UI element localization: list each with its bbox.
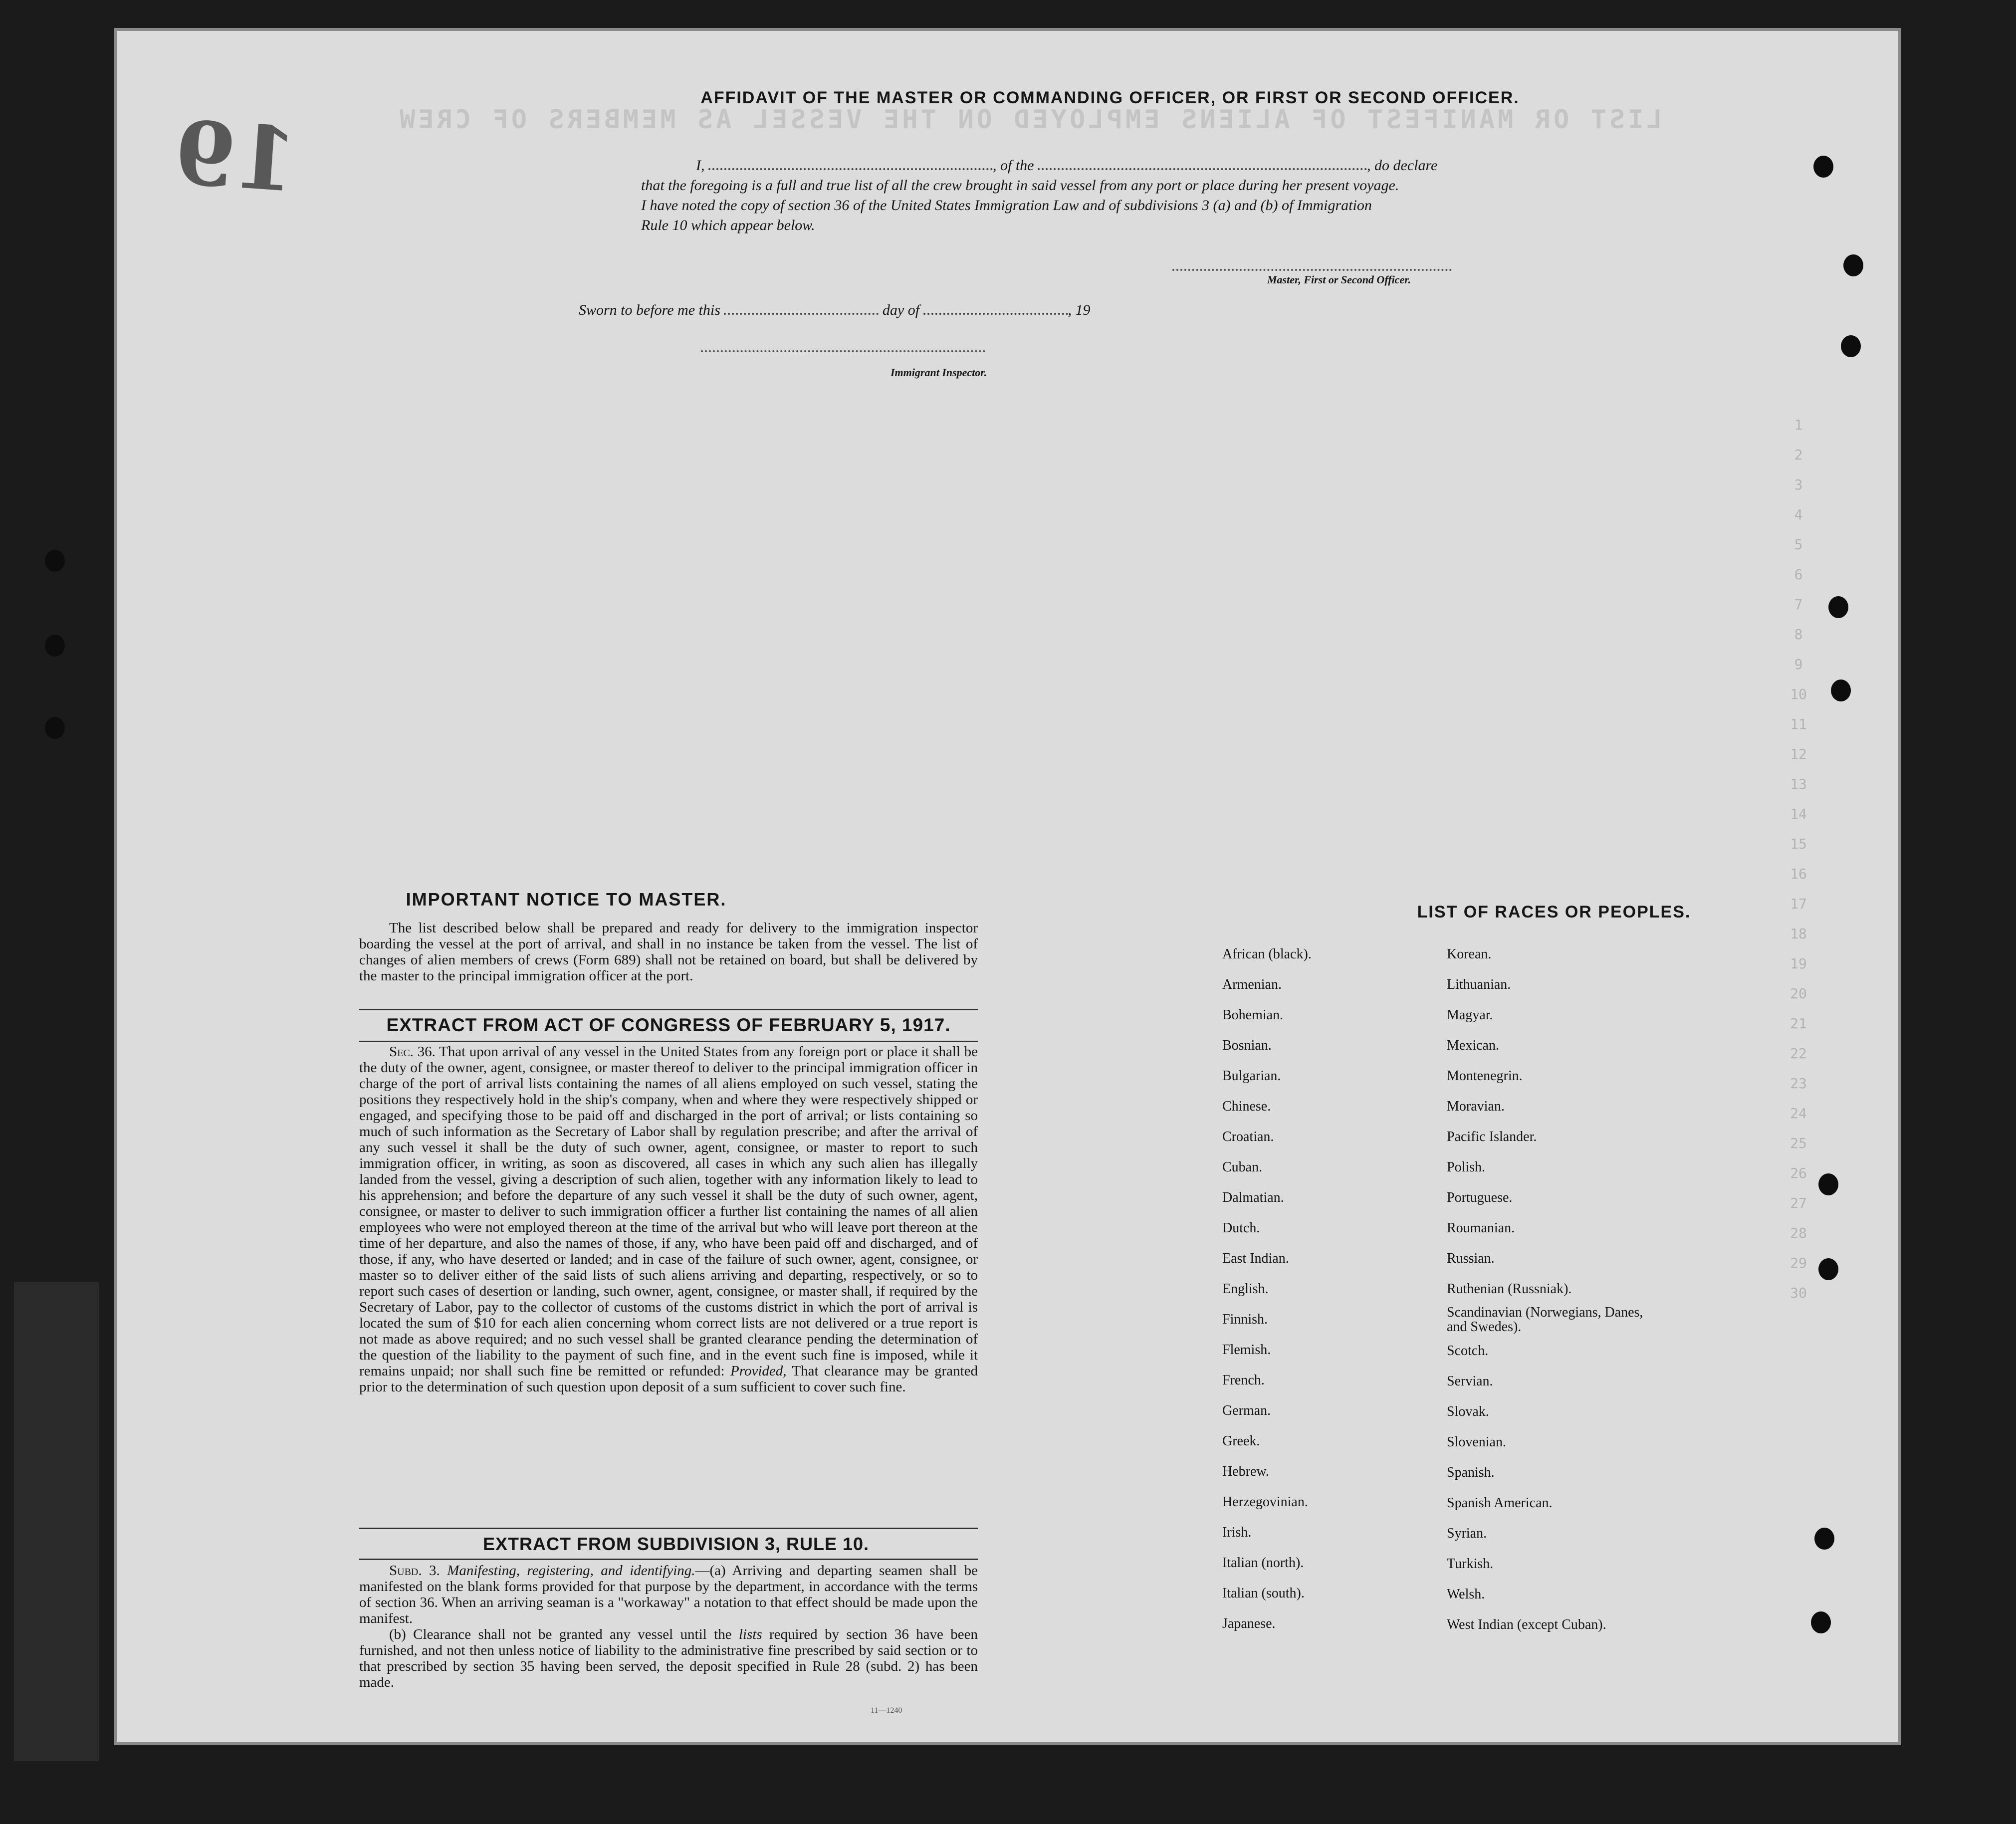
bleed-through-row-number: 8: [1794, 626, 1803, 643]
filing-hole: [1814, 1528, 1834, 1550]
race-item: Welsh.: [1447, 1587, 1485, 1602]
act-text: That upon arrival of any vessel in the United States from any foreign port or place it shall be the duty of the owner, agent, consignee, or master thereof to deliver to the principal immigration officer in charge of the port of arrival lists containing the names of all aliens employed on such vessel, stating the positions they respectively hold in the ship's company, when and where they were respectively shipped or engaged, and specifying those to be paid off and discharged in the port of arrival; or lists containing so much of such information as the Secretary of Labor shall by regulation prescribe; and after the arrival of any such vessel it shall be the duty of such owner, agent, consignee, or master to report to such immigration officer, in writing, as soon as discovered, all cases in which any such alien has illegally landed from the vessel, giving a description of such alien, together with any information likely to lead to his apprehension; and before the departure of any such vessel it shall be the duty of such owner, agent, consignee, or master to deliver to such immigration officer a further list containing the names of all alien employees who were not employed thereon at the time of the arrival but who will leave port thereon at the time of her departure, and also the names of those, if any, who have been paid off and discharged, and of those, if any, who have deserted or landed; and in case of the failure of such owner, agent, consignee, or master so to deliver either of the said lists of such aliens arriving and departing, respectively, or so to report such cases of desertion or landing, such owner, agent, consignee, or master shall, if required by the Secretary of Labor, pay to the collector of customs of the customs district in which the port of arrival is located the sum of $10 for each alien concerning whom correct lists are not delivered or a true report is not made as above required; and no such vessel shall be granted clearance pending the determination of the question of the liability to the payment of such fine, and in the event such fine is imposed, while it remains unpaid; nor shall such fine be remitted or refunded:: [359, 1044, 978, 1379]
bleed-through-row-number: 23: [1790, 1075, 1807, 1092]
race-item: Bohemian.: [1222, 1007, 1284, 1023]
sworn-month-label: day of: [882, 302, 920, 318]
race-item: Turkish.: [1447, 1556, 1494, 1572]
sworn-month-field[interactable]: [923, 311, 1068, 315]
race-item: German.: [1222, 1403, 1271, 1418]
bleed-through-row-number: 5: [1794, 536, 1803, 553]
race-item: Spanish.: [1447, 1465, 1495, 1480]
race-item: Greek.: [1222, 1433, 1260, 1449]
sworn-day-field[interactable]: [724, 311, 879, 315]
bleed-through-row-number: 19: [1790, 955, 1807, 972]
race-item: French.: [1222, 1372, 1265, 1388]
vessel-label: , of the: [993, 157, 1034, 174]
inspector-signature-label: Immigrant Inspector.: [891, 366, 987, 379]
sworn-year-label: , 19: [1068, 302, 1091, 318]
race-item: Bosnian.: [1222, 1038, 1272, 1053]
sworn-label: Sworn to before me this: [579, 302, 720, 318]
bleed-through-row-number: 21: [1790, 1015, 1807, 1032]
manifest-sheet: [117, 31, 1898, 1742]
declarant-label: I,: [696, 157, 705, 174]
race-item: Armenian.: [1222, 977, 1282, 992]
declaration-line-2: that the foregoing is a full and true list of all the crew brought in said vessel from any port or place during her present voyage.: [641, 177, 1399, 194]
bleed-through-row-number: 14: [1790, 806, 1807, 822]
divider-3: [359, 1528, 978, 1529]
race-item: Scandinavian (Norwegians, Danes, and Swedes).: [1447, 1305, 1643, 1335]
race-item: Spanish American.: [1447, 1495, 1553, 1511]
officer-signature-label: Master, First or Second Officer.: [1267, 273, 1411, 286]
bleed-through-row-number: 6: [1794, 566, 1803, 583]
bleed-through-row-number: 17: [1790, 896, 1807, 912]
vessel-name-field[interactable]: [1038, 166, 1367, 170]
filing-hole: [1811, 1611, 1831, 1633]
race-item: Lithuanian.: [1447, 977, 1511, 992]
race-item: Magyar.: [1447, 1007, 1493, 1023]
race-item: Moravian.: [1447, 1099, 1505, 1114]
race-item: Servian.: [1447, 1373, 1493, 1389]
declaration-line-4: Rule 10 which appear below.: [641, 217, 815, 233]
divider-1: [359, 1009, 978, 1010]
race-item: Bulgarian.: [1222, 1068, 1281, 1084]
declaration-line-1: [526, 156, 1664, 176]
races-title: LIST OF RACES OR PEOPLES.: [1417, 903, 1691, 921]
binding-shadow: [14, 1282, 99, 1761]
filing-hole: [45, 550, 65, 572]
bleed-through-row-number: 12: [1790, 746, 1807, 762]
race-item: Roumanian.: [1447, 1220, 1515, 1236]
race-item: English.: [1222, 1281, 1269, 1297]
form-number: 11—1240: [871, 1706, 902, 1715]
sworn-line: [579, 302, 1091, 319]
filing-hole: [1843, 254, 1863, 276]
race-item: Herzegovinian.: [1222, 1494, 1308, 1510]
officer-signature-line[interactable]: [1172, 269, 1452, 271]
act-proviso-text: That clearance may be granted prior to the determination of such question upon deposit of a sum sufficient to cover such fine.: [359, 1363, 978, 1395]
bleed-through-row-number: 13: [1790, 776, 1807, 792]
race-item: Japanese.: [1222, 1616, 1276, 1631]
race-item: Finnish.: [1222, 1312, 1268, 1327]
rule-body: [359, 1563, 978, 1690]
rule-subd-label: Subd. 3.: [389, 1563, 440, 1579]
bleed-through-row-number: 4: [1794, 506, 1803, 523]
bleed-through-row-number: 20: [1790, 985, 1807, 1002]
filing-hole: [1813, 156, 1833, 178]
filing-hole: [1818, 1173, 1838, 1195]
affidavit-declaration: [526, 156, 1664, 235]
race-item: Slovenian.: [1447, 1434, 1506, 1450]
race-item: Russian.: [1447, 1251, 1495, 1266]
race-item: Hebrew.: [1222, 1464, 1269, 1479]
declare-label: , do declare: [1367, 157, 1438, 174]
filing-hole: [45, 717, 65, 739]
declaration-line-3: I have noted the copy of section 36 of the United States Immigration Law and of subdivisions 3 (a) and (b) of Immigration: [641, 197, 1372, 214]
race-item: Slovak.: [1447, 1404, 1489, 1419]
declarant-name-field[interactable]: [708, 166, 993, 170]
bleed-through-row-number: 22: [1790, 1045, 1807, 1062]
bleed-through-row-number: 2: [1794, 447, 1803, 463]
rule-part-b: [359, 1626, 978, 1690]
bleed-through-row-number: 1: [1794, 417, 1803, 433]
divider-2: [359, 1041, 978, 1042]
notice-body: The list described below shall be prepared and ready for delivery to the immigration inspector boarding the vessel at the port of arrival, and shall in no instance be taken from the vessel. The list of changes of alien members of crews (Form 689) shall not be retained on board, but shall be delivered by the master to the principal immigration officer at the port.: [359, 920, 978, 984]
race-item: East Indian.: [1222, 1251, 1289, 1266]
race-item: Irish.: [1222, 1525, 1252, 1540]
affidavit-title: AFFIDAVIT OF THE MASTER OR COMMANDING OFFICER, OR FIRST OR SECOND OFFICER.: [700, 88, 1520, 107]
bleed-through-row-number: 30: [1790, 1285, 1807, 1301]
bleed-through-row-number: 11: [1790, 716, 1807, 732]
bleed-through-row-numbers: [1779, 410, 1818, 1308]
bleed-through-row-number: 18: [1790, 925, 1807, 942]
bleed-through-row-number: 27: [1790, 1195, 1807, 1211]
bleed-through-row-number: 28: [1790, 1225, 1807, 1241]
filing-hole: [45, 635, 65, 657]
race-item: Mexican.: [1447, 1038, 1499, 1053]
act-title: EXTRACT FROM ACT OF CONGRESS OF FEBRUARY 5, 1917.: [386, 1015, 951, 1035]
race-item: African (black).: [1222, 946, 1312, 962]
filing-hole: [1841, 335, 1861, 357]
bleed-through-title: LIST OR MANIFEST OF ALIENS EMPLOYED ON THE VESSEL AS MEMBERS OF CREW: [397, 105, 1662, 135]
races-right-column: [1447, 939, 1661, 1640]
bleed-through-row-number: 16: [1790, 866, 1807, 882]
bleed-through-row-number: 24: [1790, 1105, 1807, 1122]
bleed-through-row-number: 7: [1794, 596, 1803, 613]
inspector-signature-line[interactable]: [701, 350, 985, 352]
bleed-through-row-number: 3: [1794, 476, 1803, 493]
rule-subd-title: Manifesting, registering, and identifying.: [447, 1563, 695, 1579]
race-item: West Indian (except Cuban).: [1447, 1617, 1606, 1632]
race-item: Polish.: [1447, 1159, 1486, 1175]
rule-part-b-start: (b) Clearance shall not be granted any vessel until the: [389, 1626, 732, 1642]
races-left-column: [1222, 939, 1312, 1639]
race-item: Chinese.: [1222, 1099, 1271, 1114]
race-item: Italian (north).: [1222, 1555, 1304, 1571]
filing-hole: [1818, 1258, 1838, 1280]
stamp-number: 19: [171, 101, 300, 213]
act-proviso-word: Provided,: [730, 1363, 787, 1379]
bleed-through-row-number: 15: [1790, 836, 1807, 852]
race-item: Portuguese.: [1447, 1190, 1513, 1205]
rule-part-b-rest: required by section 36 have been furnished, and not then unless notice of liability to the administrative fine prescribed by said section or to that prescribed by section 35 having been served, the deposit specified in Rule 28 (subd. 2) has been made.: [359, 1626, 978, 1690]
race-item: Pacific Islander.: [1447, 1129, 1537, 1144]
bleed-through-row-number: 10: [1790, 686, 1807, 702]
race-item: Cuban.: [1222, 1159, 1263, 1175]
filing-hole: [1831, 680, 1851, 701]
act-body: [359, 1044, 978, 1395]
rule-part-a: [359, 1563, 978, 1626]
race-item: Flemish.: [1222, 1342, 1271, 1358]
bleed-through-row-number: 25: [1790, 1135, 1807, 1151]
race-item: Scotch.: [1447, 1343, 1489, 1359]
race-item: Montenegrin.: [1447, 1068, 1523, 1084]
bleed-through-row-number: 9: [1794, 656, 1803, 673]
race-item: Italian (south).: [1222, 1586, 1305, 1601]
divider-4: [359, 1559, 978, 1560]
race-item: Syrian.: [1447, 1526, 1487, 1541]
rule-part-b-lists: lists: [738, 1626, 762, 1642]
race-item: Dutch.: [1222, 1220, 1260, 1236]
rule-part-a-text: —(a) Arriving and departing seamen shall be manifested on the blank forms provided for that purpose by the department, in accordance with the terms of section 36. When an arriving seaman is a "workaway" a notation to that effect should be made upon the manifest.: [359, 1563, 978, 1626]
bleed-through-row-number: 29: [1790, 1255, 1807, 1271]
act-section-label: Sec. 36.: [389, 1044, 436, 1060]
filing-hole: [1828, 596, 1848, 618]
race-item: Ruthenian (Russniak).: [1447, 1281, 1572, 1297]
race-item: Dalmatian.: [1222, 1190, 1284, 1205]
race-item: Croatian.: [1222, 1129, 1274, 1144]
notice-title: IMPORTANT NOTICE TO MASTER.: [406, 889, 727, 910]
race-item: Korean.: [1447, 946, 1492, 962]
bleed-through-row-number: 26: [1790, 1165, 1807, 1181]
rule-title: EXTRACT FROM SUBDIVISION 3, RULE 10.: [482, 1534, 870, 1554]
